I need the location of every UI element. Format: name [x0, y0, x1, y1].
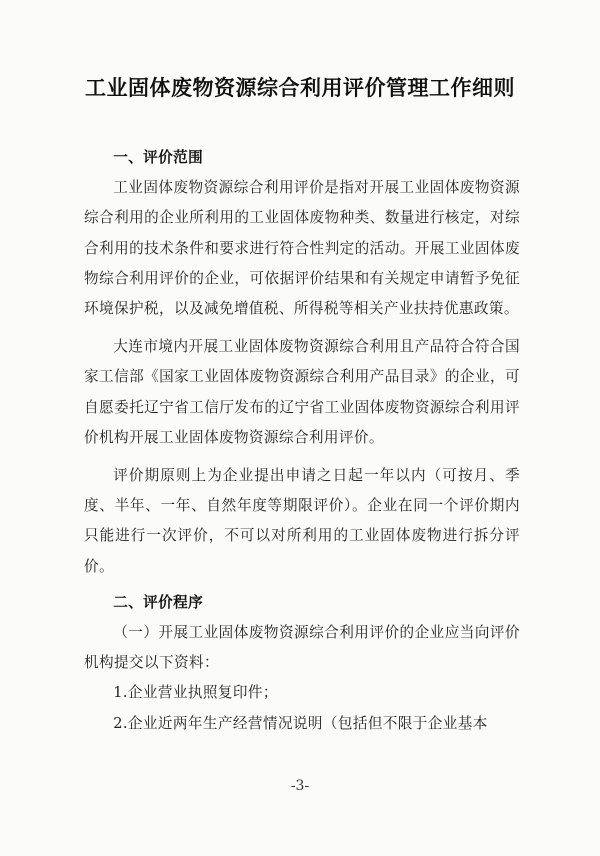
paragraph-materials: （一）开展工业固体废物资源综合利用评价的企业应当向评价机构提交以下资料：	[84, 624, 520, 672]
list-item-operations: 2.企业近两年生产经营情况说明（包括但不限于企业基本	[113, 714, 488, 732]
section-heading-scope: 一、评价范围	[113, 149, 204, 166]
paragraph-period: 评价期原则上为企业提出申请之日起一年以内（可按月、季度、半年、一年、自然年度等期限评价）。企业在同一个评价期内只能进行一次评价，不可以对所利用的工业固体废物进行拆分评价。	[84, 467, 520, 575]
paragraph-definition: 工业固体废物资源综合利用评价是指对开展工业固体废物资源综合利用的企业所利用的工业固体废物种类、数量进行核定，对综合利用的技术条件和要求进行符合性判定的活动。开展工业固体废物综合利用评价的企业，可依据评价结果和有关规定申请暂予免征环境保护税，以及减免增值税、所得税等相关产业扶持优惠政策。	[84, 179, 520, 318]
list-item-license: 1.企业营业执照复印件；	[113, 684, 278, 702]
page-title: 工业固体废物资源综合利用评价管理工作细则	[85, 76, 515, 100]
paragraph-dalian: 大连市境内开展工业固体废物资源综合利用且产品符合符合国家工信部《国家工业固体废物资源综合利用产品目录》的企业，可自愿委托辽宁省工信厅发布的辽宁省工业固体废物资源综合利用评价机构开展工业固体废物资源综合利用评价。	[84, 338, 520, 446]
section-heading-procedure: 二、评价程序	[113, 593, 204, 611]
page-number: -3-	[290, 778, 310, 794]
document-body	[84, 143, 520, 739]
